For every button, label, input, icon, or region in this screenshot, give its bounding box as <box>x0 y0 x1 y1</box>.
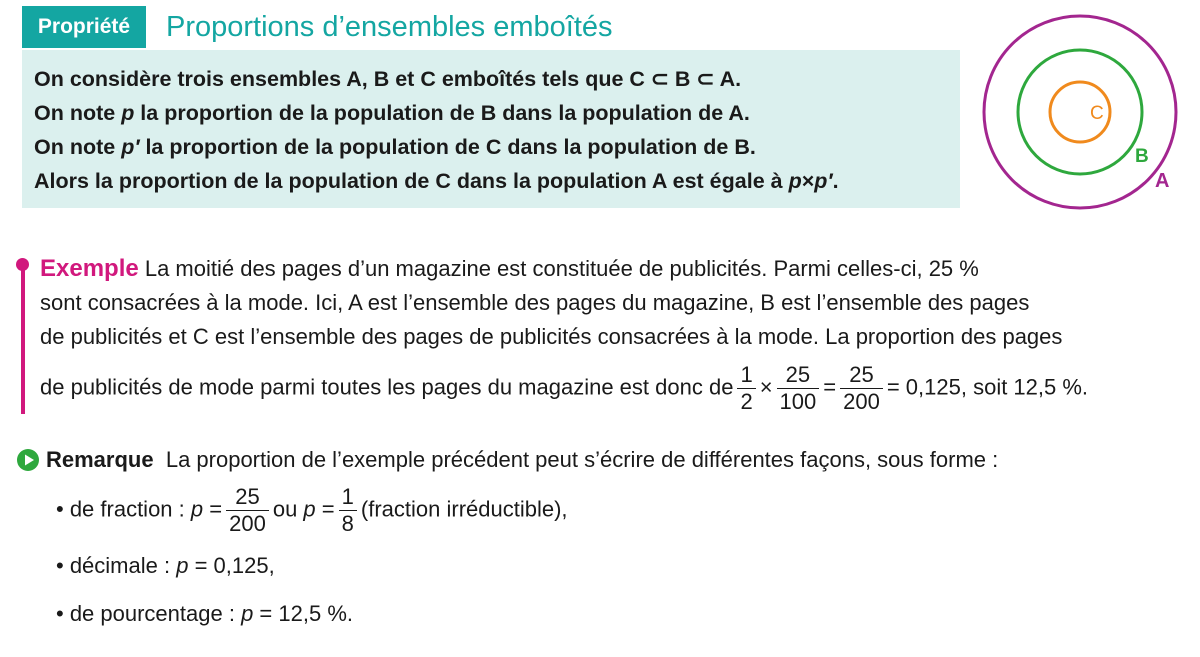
set-a-label: A <box>1155 170 1170 192</box>
example-line-2: sont consacrées à la mode. Ici, A est l’ensemble des pages du magazine, B est l’ensemble des pages <box>40 290 1030 315</box>
fraction-25-100: $\frac{25}{100}$ <box>777 362 820 415</box>
property-title: Proportions d’ensembles emboîtés <box>166 11 613 43</box>
example-label: Exemple <box>40 255 139 282</box>
example-accent-bar <box>21 262 25 414</box>
nested-sets-diagram <box>980 12 1190 222</box>
remark-intro-line: Remarque La proportion de l’exemple précédent peut s’écrire de différentes façons, sous forme : <box>46 447 999 472</box>
property-line-4: Alors la proportion de la population de C dans la population A est égale à p×p′. <box>34 169 839 193</box>
fraction-1-8-remark: $\frac{1}{8}$ <box>339 484 357 537</box>
set-c-label: C <box>1090 103 1104 124</box>
remark-bullet-decimal: • décimale : p = 0,125, <box>56 553 275 578</box>
play-circle-icon <box>16 448 40 472</box>
property-badge: Propriété <box>22 6 146 48</box>
remark-bullet-percentage: • de pourcentage : p = 12,5 %. <box>56 601 353 626</box>
property-box <box>22 50 960 208</box>
example-bullet-dot <box>16 258 29 271</box>
property-line-1: On considère trois ensembles A, B et C emboîtés tels que C ⊂ B ⊂ A. <box>34 67 742 91</box>
property-line-3: On note p′ la proportion de la population de C dans la population de B. <box>34 135 756 159</box>
remark-label: Remarque <box>46 447 154 472</box>
remark-bullet-fraction: • de fraction : p = $\frac{25}{200}$ ou p = $\frac{1}{8}$ (fraction irréductible), <box>56 484 568 536</box>
fraction-1-2: $\frac{1}{2}$ <box>737 362 755 415</box>
set-a-circle <box>984 16 1176 208</box>
set-b-circle <box>1018 50 1142 174</box>
example-line-4: de publicités de mode parmi toutes les pages du magazine est donc de $\frac{1}{2}$ × $\frac{25}{100}$ = $\frac{25}{200}$ = 0,125, soit 12,5 %. <box>40 362 1089 414</box>
example-line-1: Exemple La moitié des pages d’un magazine est constituée de publicités. Parmi celles-ci, 25 % <box>40 255 979 282</box>
example-line-3: de publicités et C est l’ensemble des pages de publicités consacrées à la mode. La proportion des pages <box>40 324 1063 349</box>
property-line-2: On note p la proportion de la population de B dans la population de A. <box>34 101 750 125</box>
fraction-25-200: $\frac{25}{200}$ <box>840 362 883 415</box>
set-b-label: B <box>1135 146 1149 167</box>
fraction-25-200-remark: $\frac{25}{200}$ <box>226 484 269 537</box>
